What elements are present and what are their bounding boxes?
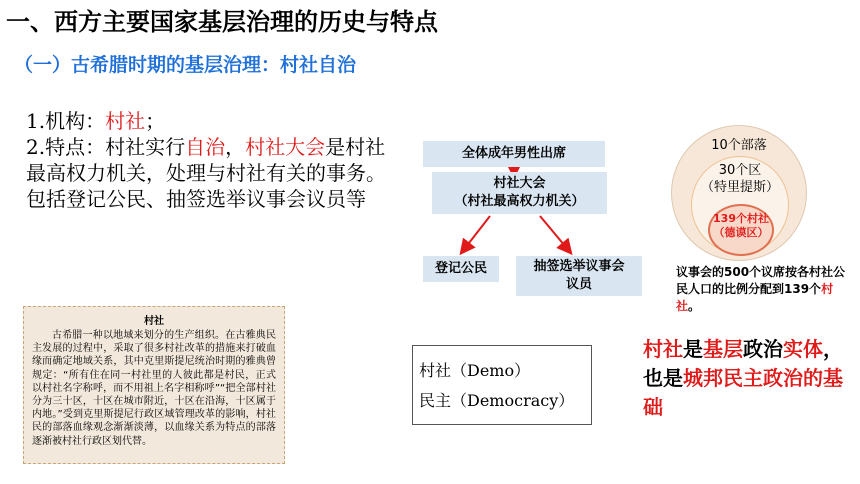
concl-part: 村社 [643,337,683,361]
flow-box-election [516,256,642,296]
lead-label: 2.特点：村社实行 [26,135,186,159]
council-seat-note [676,264,846,315]
circle-districts-label [691,162,789,196]
flow-assembly-label: 村社大会 [493,176,546,191]
lead-highlight: 村社大会 [245,135,326,159]
note-card-title: 村社 [144,316,164,327]
circle-districts-line2: （特里提斯） [700,180,779,195]
term-demo: 村社（Demo） [419,361,531,380]
circle-demes-line1: 139个村社 [713,212,769,225]
concl-part: 城邦民主 [683,366,763,390]
deme-note-card [23,306,285,464]
lead-punct: ； [145,109,166,133]
etymology-box [412,345,592,425]
page-title: 一、西方主要国家基层治理的历史与特点 [6,8,438,36]
lead-punct: ， [225,135,246,159]
concl-part: 是 [683,337,703,361]
arrow-right [540,216,570,252]
concl-part: ，也是 [643,337,843,390]
section-subtitle: （一）古希腊时期的基层治理：村社自治 [14,54,357,76]
arrow-left [462,216,490,252]
circle-demes-line2: （德谟区） [713,226,769,239]
flow-election-label: 抽签选举议事会 [533,259,625,274]
council-note-punct: 。 [688,299,701,313]
concl-part: 实体 [783,337,823,361]
lead-highlight: 村社 [105,109,146,133]
council-note-text: 议事会的500个议席按各村社公民人口的比例分配到139个 [676,265,846,296]
note-card-body: 古希腊一种以地域来划分的生产组织。在古雅典民主发展的过程中，采取了很多村社改革的措施来打破血缘而确定地域关系，其中克里斯提尼统治时期的雅典曾规定：“所有住在同一村社里的人彼此都是村民，正式以村社名字称呼，而不用祖上名字相称呼”“把全部村社分为三十区，十区在城市附近，十区在沿海，十区属于内地。”受到克里斯提尼行政区域管理改革的影响，村社民的部落血缘观念渐渐淡薄，以血缘关系为特点的部落逐渐被村社行政区划代替。 [32,330,276,447]
circle-tribes-label: 10个部落 [711,138,767,153]
concl-part: 基层 [703,337,743,361]
flow-assembly-sub: （村社最高权力机关） [454,194,585,209]
circle-demes-label [708,212,774,240]
concl-part: 政治 [743,337,783,361]
council-note-highlight: 村社 [676,282,834,313]
concl-part: 政治的基础 [643,366,843,419]
lead-highlight: 自治 [185,135,226,159]
flow-box-attendees: 全体成年男性出席 [423,141,605,167]
flow-box-assembly [432,172,607,214]
conclusion-text [643,335,853,422]
term-democracy: 民主（Democracy） [419,391,575,410]
circle-districts-line1: 30个区 [718,163,762,178]
lead-label: 1.机构： [26,109,106,133]
lead-body: 是村社最高权力机关，处理与村社有关的事务。包括登记公民、抽签选举议事会议员等 [26,135,386,211]
flow-election-sub: 议员 [565,277,592,292]
flow-box-register: 登记公民 [423,256,499,282]
